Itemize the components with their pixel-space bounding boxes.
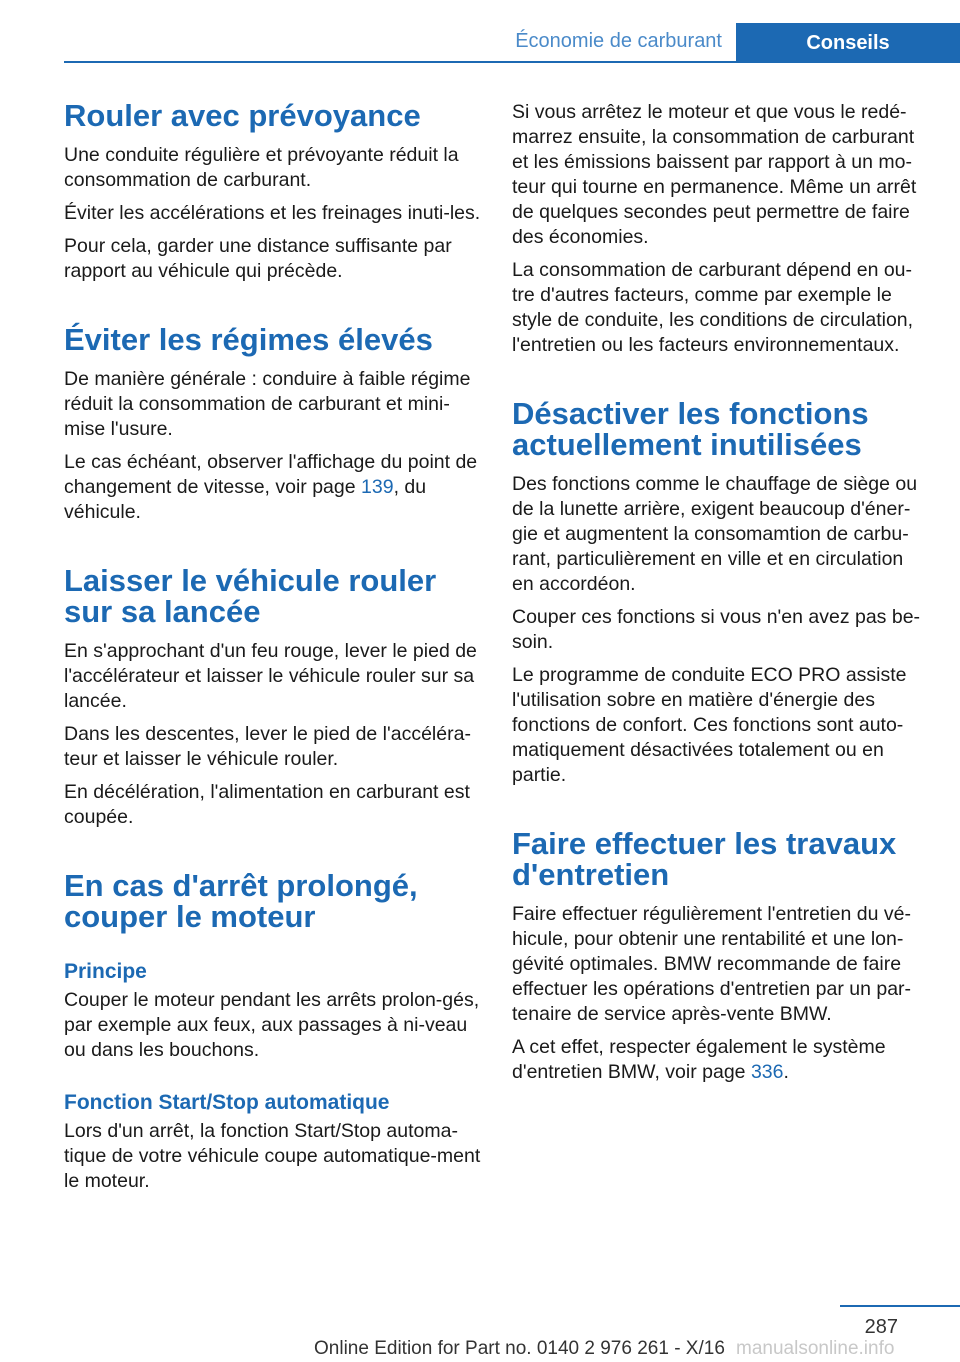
paragraph: Pour cela, garder une distance suffisante par rapport au véhicule qui précède. <box>64 235 452 282</box>
page-link-336[interactable]: 336 <box>750 1061 784 1083</box>
paragraph: Une conduite régulière et prévoyante réduit la consommation de carburant. <box>64 144 459 191</box>
section-title-lancee: Laisser le véhicule rouler sur sa lancée <box>64 563 437 629</box>
paragraph: Couper le moteur pendant les arrêts prolon‐gés, par exemple aux feux, aux passages à ni‐veau ou dans les bouchons. <box>64 989 480 1061</box>
section-title-rouler: Rouler avec prévoyance <box>64 98 421 133</box>
header-chapter-tab: Conseils <box>736 23 960 63</box>
paragraph: Lors d'un arrêt, la fonction Start/Stop automa‐tique de votre véhicule coupe automatique‐ment le moteur. <box>64 1120 481 1192</box>
paragraph <box>64 450 484 525</box>
subsection-title-start-stop: Fonction Start/Stop automatique <box>64 1091 390 1114</box>
paragraph: Faire effectuer régulièrement l'entretien du vé‐hicule, pour obtenir une rentabilité et une lon‐gévité optimales. BMW recommande de faire effectuer les opérations d'entretien par un par‐tenaire de service après-vente BMW. <box>512 903 912 1025</box>
paragraph: Si vous arrêtez le moteur et que vous le redé‐marrez ensuite, la consommation de carburant et les émissions baissent par rapport à un mo‐teur qui tourne en permanence. Même un arrêt de quelques secondes peut permettre de faire des économies. <box>512 101 917 248</box>
paragraph: En décélération, l'alimentation en carburant est coupée. <box>64 781 470 828</box>
paragraph <box>512 1035 930 1085</box>
text: Le cas échéant, observer l'affichage du point de changement de vitesse, voir page <box>64 451 478 498</box>
paragraph: Éviter les accélérations et les freinages inuti‐les. <box>64 202 481 224</box>
paragraph: La consommation de carburant dépend en ou‐tre d'autres facteurs, comme par exemple le style de conduite, les conditions de circulation, l'entretien ou les facteurs environnementaux. <box>512 259 914 356</box>
text: A cet effet, respecter également le système d'entretien BMW, voir page <box>512 1036 886 1083</box>
section-title-entretien: Faire effectuer les travaux d'entretien <box>512 826 897 892</box>
paragraph: Des fonctions comme le chauffage de siège ou de la lunette arrière, exigent beaucoup d'éner‐gie et augmentent la consomamtion de carbu‐rant, particulièrement en ville et en circulation en accordéon. <box>512 473 918 595</box>
section-title-desactiver: Désactiver les fonctions actuellement inutilisées <box>512 396 869 462</box>
paragraph: Dans les descentes, lever le pied de l'accéléra‐teur et laisser le véhicule rouler. <box>64 723 471 770</box>
subsection-title-principe: Principe <box>64 960 147 983</box>
right-column <box>512 100 930 1093</box>
paragraph: Couper ces fonctions si vous n'en avez pas be‐soin. <box>512 606 921 653</box>
footer-rule <box>840 1305 960 1307</box>
section-title-regimes: Éviter les régimes élevés <box>64 322 433 357</box>
paragraph: Le programme de conduite ECO PRO assiste l'utilisation sobre en matière d'énergie des fonctions de confort. Ces fonctions sont auto‐matiquement désactivées totalement ou en partie. <box>512 664 907 786</box>
header-rule <box>64 61 960 63</box>
page-number: 287 <box>864 1316 898 1338</box>
text: , du véhicule. <box>64 476 427 523</box>
section-title-arret: En cas d'arrêt prolongé, couper le moteur <box>64 868 418 934</box>
left-column <box>64 100 484 1202</box>
watermark: manualsonline.info <box>736 1338 895 1359</box>
paragraph: En s'approchant d'un feu rouge, lever le pied de l'accélérateur et laisser le véhicule rouler sur sa lancée. <box>64 640 477 712</box>
paragraph: De manière générale : conduire à faible régime réduit la consommation de carburant et mini‐mise l'usure. <box>64 368 471 440</box>
header-section-title: Économie de carburant <box>515 30 722 52</box>
edition-text: Online Edition for Part no. 0140 2 976 261 - X/16 <box>314 1338 725 1359</box>
text: . <box>783 1061 789 1083</box>
page-link-139[interactable]: 139 <box>361 476 394 498</box>
